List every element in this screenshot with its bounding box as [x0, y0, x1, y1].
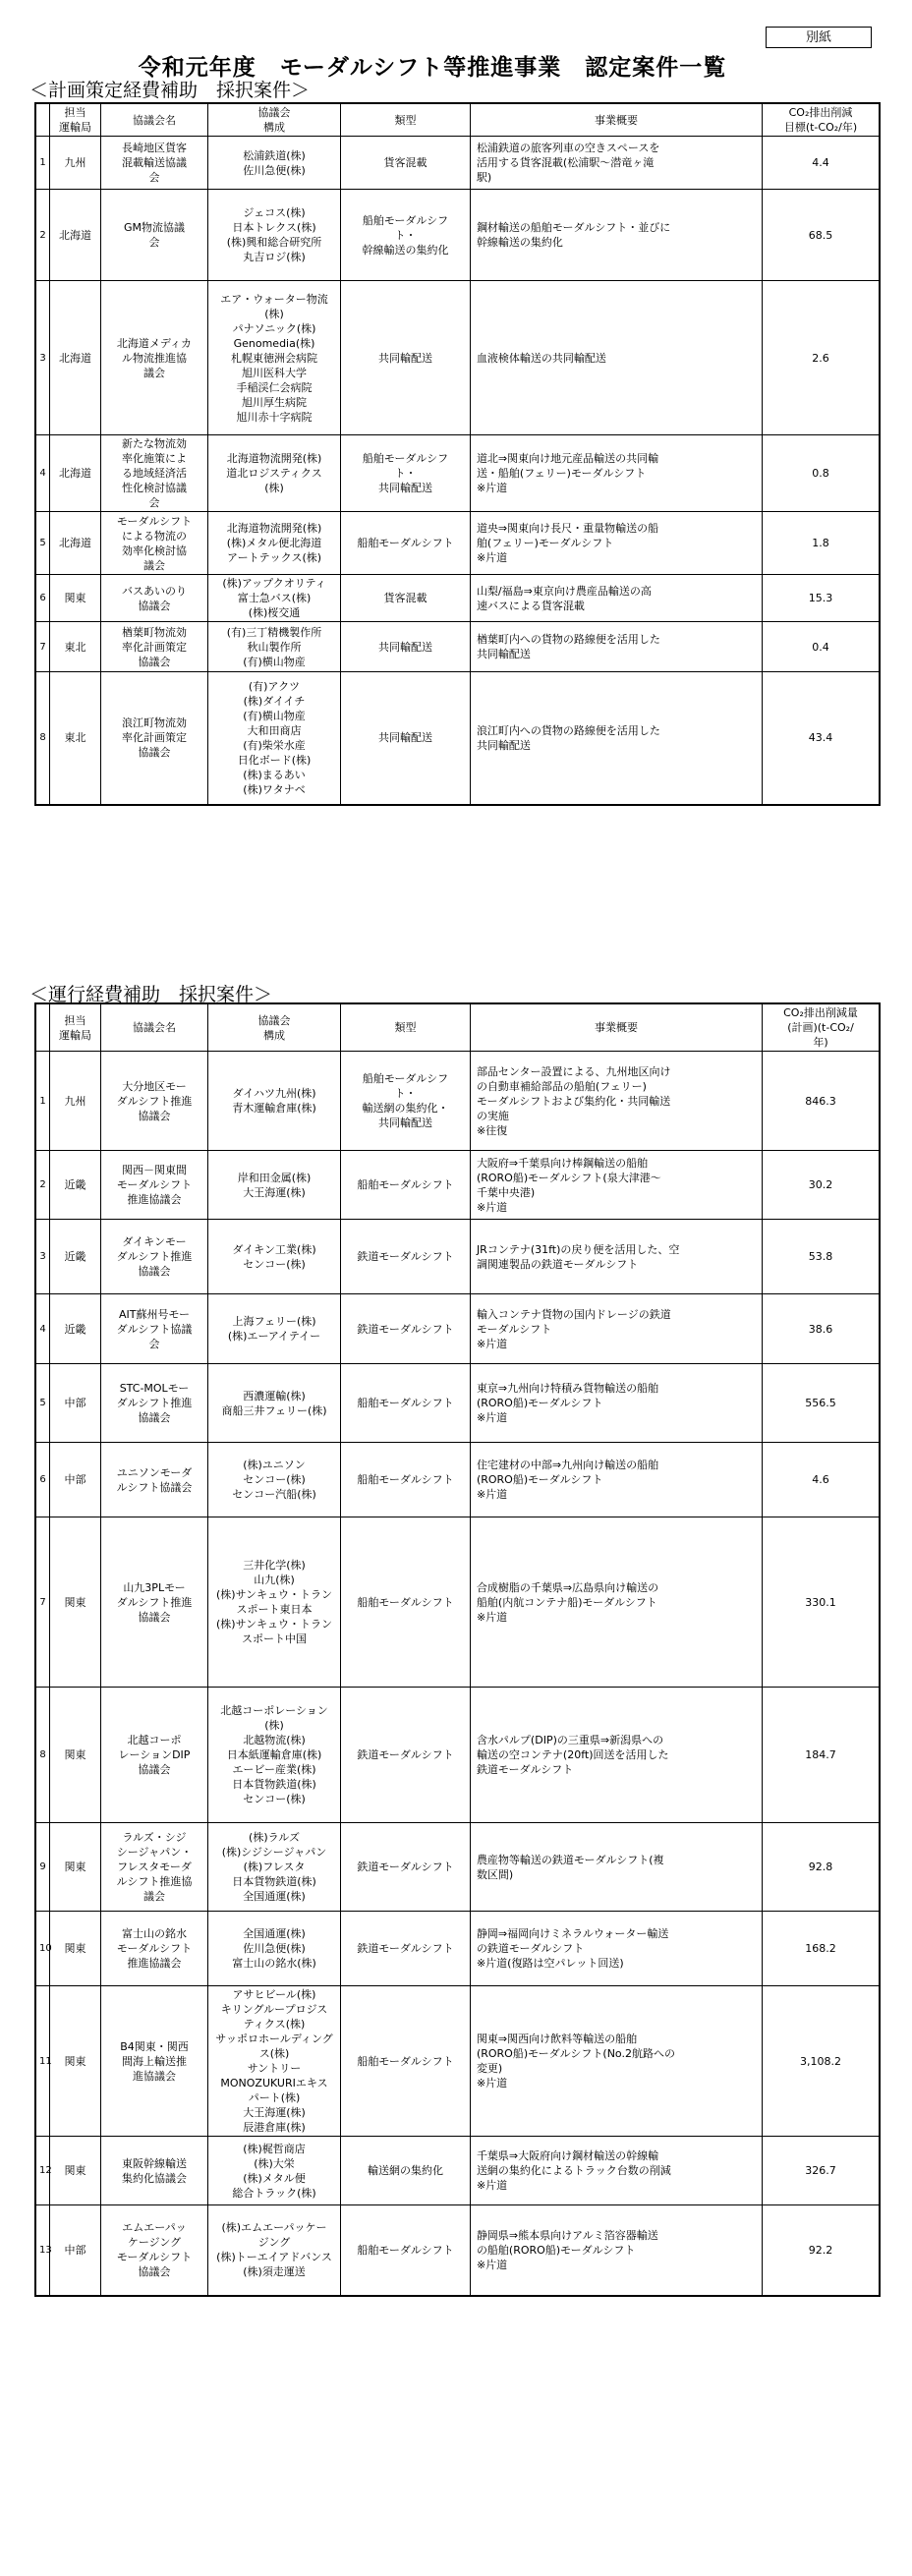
- cell-category: 船舶モーダルシフト: [341, 512, 471, 575]
- cell-bureau: 九州: [50, 137, 101, 190]
- cell-bureau: 中部: [50, 1443, 101, 1517]
- section1-heading: ＜計画策定経費補助 採択案件＞: [29, 80, 311, 101]
- header-council-name: 協議会名: [100, 1003, 207, 1052]
- cell-bureau: 東北: [50, 622, 101, 672]
- cell-co2-reduction: 846.3: [763, 1052, 881, 1151]
- cell-summary: 輸入コンテナ貨物の国内ドレージの鉄道 モーダルシフト ※片道: [470, 1294, 762, 1364]
- cell-category: 貨客混載: [341, 575, 471, 622]
- cell-bureau: 関東: [50, 1912, 101, 1986]
- cell-bureau: 中部: [50, 1364, 101, 1443]
- header-summary: 事業概要: [470, 1003, 762, 1052]
- cell-council-name: 新たな物流効 率化施策によ る地域経済活 性化検討協議 会: [100, 435, 207, 512]
- cell-co2-reduction: 43.4: [763, 672, 881, 805]
- cell-category: 輸送網の集約化: [341, 2137, 471, 2205]
- table-row: [35, 1912, 880, 1986]
- cell-council-name: 北海道メディカ ル物流推進協 議会: [100, 281, 207, 435]
- header-row: [35, 1003, 880, 1052]
- cell-summary: 住宅建材の中部⇒九州向け輸送の船舶 (RORO船)モーダルシフト ※片道: [470, 1443, 762, 1517]
- section2-heading: ＜運行経費補助 採択案件＞: [29, 984, 273, 1005]
- cell-category: 鉄道モーダルシフト: [341, 1688, 471, 1823]
- table-row: [35, 622, 880, 672]
- table-row: [35, 575, 880, 622]
- cell-bureau: 北海道: [50, 190, 101, 281]
- cell-council-name: 長崎地区貨客 混載輸送協議 会: [100, 137, 207, 190]
- cell-category: 船舶モーダルシフト: [341, 1151, 471, 1220]
- cell-co2-reduction: 0.8: [763, 435, 881, 512]
- cell-council-name: AIT蘇州号モー ダルシフト協議 会: [100, 1294, 207, 1364]
- cell-category: 船舶モーダルシフト: [341, 1517, 471, 1688]
- header-bureau: 担当 運輸局: [50, 103, 101, 137]
- cell-category: 船舶モーダルシフ ト・ 幹線輸送の集約化: [341, 190, 471, 281]
- cell-category: 船舶モーダルシフト: [341, 2205, 471, 2296]
- cell-summary: 含水パルプ(DIP)の三重県⇒新潟県への 輸送の空コンテナ(20ft)回送を活用した 鉄道モーダルシフト: [470, 1688, 762, 1823]
- header-row: [35, 103, 880, 137]
- table-row: [35, 672, 880, 805]
- cell-bureau: 関東: [50, 2137, 101, 2205]
- cell-co2-reduction: 53.8: [763, 1220, 881, 1294]
- cell-council-members: 西濃運輸(株) 商船三井フェリー(株): [208, 1364, 341, 1443]
- header-row-number: [35, 103, 50, 137]
- cell-summary: 山梨/福島⇒東京向け農産品輸送の高 速バスによる貨客混載: [470, 575, 762, 622]
- cell-council-members: (株)ラルズ (株)シジシージャパン (株)フレスタ 日本貨物鉄道(株) 全国通運(株): [208, 1823, 341, 1912]
- cell-co2-reduction: 330.1: [763, 1517, 881, 1688]
- cell-council-name: 北越コーポ レーションDIP 協議会: [100, 1688, 207, 1823]
- cell-council-members: (株)エムエーパッケー ジング (株)トーエイアドバンス (株)須走運送: [208, 2205, 341, 2296]
- table-row: [35, 190, 880, 281]
- cell-council-members: (有)アクツ (株)ダイイチ (有)横山物産 大和田商店 (有)柴栄水産 日化ボード(株) (株)まるあい (株)ワタナベ: [208, 672, 341, 805]
- cell-council-name: ラルズ・シジ シージャパン・ フレスタモーダ ルシフト推進協 議会: [100, 1823, 207, 1912]
- cell-co2-reduction: 92.8: [763, 1823, 881, 1912]
- cell-bureau: 近畿: [50, 1220, 101, 1294]
- header-category: 類型: [341, 1003, 471, 1052]
- cell-summary: 松浦鉄道の旅客列車の空きスペースを 活用する貨客混載(松浦駅～潜竜ヶ滝 駅): [470, 137, 762, 190]
- cell-category: 鉄道モーダルシフト: [341, 1912, 471, 1986]
- cell-summary: 部品センター設置による、九州地区向け の自動車補給部品の船舶(フェリー) モーダルシフトおよび集約化・共同輸送 の実施 ※往復: [470, 1052, 762, 1151]
- cell-co2-reduction: 4.6: [763, 1443, 881, 1517]
- cell-co2-reduction: 92.2: [763, 2205, 881, 2296]
- cell-summary: 千葉県⇒大阪府向け鋼材輸送の幹線輸 送網の集約化によるトラック台数の削減 ※片道: [470, 2137, 762, 2205]
- cell-council-members: 全国通運(株) 佐川急便(株) 富士山の銘水(株): [208, 1912, 341, 1986]
- cell-row-number: 7: [35, 622, 50, 672]
- document-title: 令和元年度 モーダルシフト等推進事業 認定案件一覧: [138, 55, 727, 81]
- table-row: [35, 137, 880, 190]
- cell-row-number: 3: [35, 1220, 50, 1294]
- cell-row-number: 12: [35, 2137, 50, 2205]
- cell-council-members: 岸和田金属(株) 大王海運(株): [208, 1151, 341, 1220]
- cell-council-name: 大分地区モー ダルシフト推進 協議会: [100, 1052, 207, 1151]
- cell-row-number: 8: [35, 1688, 50, 1823]
- table-row: [35, 1986, 880, 2137]
- cell-row-number: 1: [35, 1052, 50, 1151]
- cell-bureau: 中部: [50, 2205, 101, 2296]
- cell-council-members: 三井化学(株) 山九(株) (株)サンキュウ・トラン スポート東日本 (株)サンキュウ・トラン スポート中国: [208, 1517, 341, 1688]
- cell-category: 共同輸配送: [341, 281, 471, 435]
- cell-council-members: 松浦鉄道(株) 佐川急便(株): [208, 137, 341, 190]
- cell-summary: 鋼材輸送の船舶モーダルシフト・並びに 幹線輸送の集約化: [470, 190, 762, 281]
- cell-row-number: 11: [35, 1986, 50, 2137]
- planning-table-body: [35, 103, 880, 805]
- table-row: [35, 1517, 880, 1688]
- header-row-number: [35, 1003, 50, 1052]
- table-row: [35, 1294, 880, 1364]
- cell-category: 船舶モーダルシフ ト・ 輸送網の集約化・ 共同輸配送: [341, 1052, 471, 1151]
- table-row: [35, 2205, 880, 2296]
- cell-council-name: 山九3PLモー ダルシフト推進 協議会: [100, 1517, 207, 1688]
- cell-bureau: 北海道: [50, 512, 101, 575]
- cell-bureau: 関東: [50, 1986, 101, 2137]
- cell-summary: 楢葉町内への貨物の路線便を活用した 共同輸配送: [470, 622, 762, 672]
- cell-row-number: 2: [35, 190, 50, 281]
- table-row: [35, 1151, 880, 1220]
- cell-row-number: 8: [35, 672, 50, 805]
- table-row: [35, 435, 880, 512]
- table-row: [35, 281, 880, 435]
- cell-council-name: GM物流協議 会: [100, 190, 207, 281]
- cell-co2-reduction: 38.6: [763, 1294, 881, 1364]
- cell-category: 共同輸配送: [341, 622, 471, 672]
- cell-council-members: 北海道物流開発(株) (株)メタル便北海道 アートテックス(株): [208, 512, 341, 575]
- cell-summary: 合成樹脂の千葉県⇒広島県向け輸送の 船舶(内航コンテナ船)モーダルシフト ※片道: [470, 1517, 762, 1688]
- cell-summary: JRコンテナ(31ft)の戻り便を活用した、空 調関連製品の鉄道モーダルシフト: [470, 1220, 762, 1294]
- cell-row-number: 6: [35, 575, 50, 622]
- cell-council-name: 富士山の銘水 モーダルシフト 推進協議会: [100, 1912, 207, 1986]
- cell-row-number: 10: [35, 1912, 50, 1986]
- cell-bureau: 関東: [50, 1517, 101, 1688]
- cell-council-name: エムエーパッ ケージング モーダルシフト 協議会: [100, 2205, 207, 2296]
- header-summary: 事業概要: [470, 103, 762, 137]
- cell-row-number: 6: [35, 1443, 50, 1517]
- cell-category: 鉄道モーダルシフト: [341, 1823, 471, 1912]
- cell-council-members: エア・ウォーター物流 (株) パナソニック(株) Genomedia(株) 札幌東徳洲会病院 旭川医科大学 手稲渓仁会病院 旭川厚生病院 旭川赤十字病院: [208, 281, 341, 435]
- cell-council-members: 北越コーポレーション (株) 北越物流(株) 日本紙運輸倉庫(株) エービー産業(株) 日本貨物鉄道(株) センコー(株): [208, 1688, 341, 1823]
- cell-council-members: 北海道物流開発(株) 道北ロジスティクス (株): [208, 435, 341, 512]
- cell-council-name: モーダルシフト による物流の 効率化検討協 議会: [100, 512, 207, 575]
- cell-council-members: (有)三丁精機製作所 秋山製作所 (有)横山物産: [208, 622, 341, 672]
- cell-co2-reduction: 1.8: [763, 512, 881, 575]
- cell-council-members: (株)梶哲商店 (株)大栄 (株)メタル便 総合トラック(株): [208, 2137, 341, 2205]
- cell-summary: 東京⇒九州向け特積み貨物輸送の船舶 (RORO船)モーダルシフト ※片道: [470, 1364, 762, 1443]
- cell-council-members: ジェコス(株) 日本トレクス(株) (株)興和総合研究所 丸吉ロジ(株): [208, 190, 341, 281]
- cell-bureau: 東北: [50, 672, 101, 805]
- cell-council-name: 関西－関東間 モーダルシフト 推進協議会: [100, 1151, 207, 1220]
- header-council-name: 協議会名: [100, 103, 207, 137]
- table-row: [35, 1823, 880, 1912]
- cell-co2-reduction: 556.5: [763, 1364, 881, 1443]
- cell-council-name: B4関東・関西 間海上輸送推 進協議会: [100, 1986, 207, 2137]
- cell-category: 船舶モーダルシフト: [341, 1986, 471, 2137]
- cell-co2-reduction: 30.2: [763, 1151, 881, 1220]
- table-row: [35, 1364, 880, 1443]
- cell-council-members: ダイハツ九州(株) 青木運輸倉庫(株): [208, 1052, 341, 1151]
- cell-category: 船舶モーダルシフト: [341, 1364, 471, 1443]
- cell-bureau: 九州: [50, 1052, 101, 1151]
- cell-council-name: 楢葉町物流効 率化計画策定 協議会: [100, 622, 207, 672]
- header-council-members: 協議会 構成: [208, 103, 341, 137]
- cell-council-members: ダイキン工業(株) センコー(株): [208, 1220, 341, 1294]
- cell-category: 鉄道モーダルシフト: [341, 1294, 471, 1364]
- cell-council-members: (株)ユニソン センコー(株) センコー汽船(株): [208, 1443, 341, 1517]
- cell-council-members: 上海フェリー(株) (株)エーアイテイー: [208, 1294, 341, 1364]
- planning-subsidy-table: [34, 102, 881, 806]
- cell-row-number: 2: [35, 1151, 50, 1220]
- cell-co2-reduction: 2.6: [763, 281, 881, 435]
- table-row: [35, 1220, 880, 1294]
- cell-summary: 静岡県⇒熊本県向けアルミ箔容器輸送 の船舶(RORO船)モーダルシフト ※片道: [470, 2205, 762, 2296]
- cell-bureau: 関東: [50, 1688, 101, 1823]
- cell-row-number: 9: [35, 1823, 50, 1912]
- table-row: [35, 1052, 880, 1151]
- cell-summary: 浪江町内への貨物の路線便を活用した 共同輸配送: [470, 672, 762, 805]
- cell-co2-reduction: 168.2: [763, 1912, 881, 1986]
- cell-co2-reduction: 15.3: [763, 575, 881, 622]
- cell-bureau: 北海道: [50, 435, 101, 512]
- cell-council-members: アサヒビール(株) キリングループロジス ティクス(株) サッポロホールディング ス(株) サントリー MONOZUKURIエキス パート(株) 大王海運(株) 辰港倉庫(株): [208, 1986, 341, 2137]
- cell-category: 貨客混載: [341, 137, 471, 190]
- cell-category: 船舶モーダルシフト: [341, 1443, 471, 1517]
- table-row: [35, 1443, 880, 1517]
- cell-summary: 道央⇒関東向け長尺・重量物輸送の船 舶(フェリー)モーダルシフト ※片道: [470, 512, 762, 575]
- cell-row-number: 7: [35, 1517, 50, 1688]
- header-council-members: 協議会 構成: [208, 1003, 341, 1052]
- cell-co2-reduction: 68.5: [763, 190, 881, 281]
- cell-council-name: 東阪幹線輸送 集約化協議会: [100, 2137, 207, 2205]
- cell-row-number: 4: [35, 435, 50, 512]
- cell-category: 鉄道モーダルシフト: [341, 1220, 471, 1294]
- operating-subsidy-table: [34, 1002, 881, 2297]
- table-row: [35, 2137, 880, 2205]
- header-co2-reduction: CO₂排出削減 目標(t-CO₂/年): [763, 103, 881, 137]
- header-bureau: 担当 運輸局: [50, 1003, 101, 1052]
- cell-row-number: 4: [35, 1294, 50, 1364]
- cell-row-number: 13: [35, 2205, 50, 2296]
- cell-council-members: (株)アップクオリティ 富士急バス(株) (株)桜交通: [208, 575, 341, 622]
- cell-category: 共同輸配送: [341, 672, 471, 805]
- cell-row-number: 3: [35, 281, 50, 435]
- cell-category: 船舶モーダルシフ ト・ 共同輸配送: [341, 435, 471, 512]
- cell-co2-reduction: 4.4: [763, 137, 881, 190]
- cell-bureau: 近畿: [50, 1151, 101, 1220]
- cell-row-number: 5: [35, 512, 50, 575]
- cell-council-name: STC-MOLモー ダルシフト推進 協議会: [100, 1364, 207, 1443]
- cell-bureau: 北海道: [50, 281, 101, 435]
- cell-summary: 静岡⇒福岡向けミネラルウォーター輸送 の鉄道モーダルシフト ※片道(復路は空パレット回送): [470, 1912, 762, 1986]
- table-row: [35, 1688, 880, 1823]
- cell-summary: 農産物等輸送の鉄道モーダルシフト(複 数区間): [470, 1823, 762, 1912]
- cell-council-name: 浪江町物流効 率化計画策定 協議会: [100, 672, 207, 805]
- cell-council-name: バスあいのり 協議会: [100, 575, 207, 622]
- cell-bureau: 関東: [50, 575, 101, 622]
- table-row: [35, 512, 880, 575]
- cell-co2-reduction: 184.7: [763, 1688, 881, 1823]
- cell-summary: 道北⇒関東向け地元産品輸送の共同輸 送・船舶(フェリー)モーダルシフト ※片道: [470, 435, 762, 512]
- operating-table-body: [35, 1003, 880, 2296]
- cell-bureau: 関東: [50, 1823, 101, 1912]
- header-category: 類型: [341, 103, 471, 137]
- cell-council-name: ダイキンモー ダルシフト推進 協議会: [100, 1220, 207, 1294]
- cell-co2-reduction: 326.7: [763, 2137, 881, 2205]
- cell-bureau: 近畿: [50, 1294, 101, 1364]
- cell-council-name: ユニソンモーダ ルシフト協議会: [100, 1443, 207, 1517]
- header-co2-reduction: CO₂排出削減量 (計画)(t-CO₂/ 年): [763, 1003, 881, 1052]
- cell-summary: 大阪府⇒千葉県向け棒鋼輸送の船舶 (RORO船)モーダルシフト(泉大津港～ 千葉中央港) ※片道: [470, 1151, 762, 1220]
- cell-summary: 関東⇒関西向け飲料等輸送の船舶 (RORO船)モーダルシフト(No.2航路への 変更) ※片道: [470, 1986, 762, 2137]
- cell-co2-reduction: 3,108.2: [763, 1986, 881, 2137]
- cell-row-number: 5: [35, 1364, 50, 1443]
- cell-row-number: 1: [35, 137, 50, 190]
- cell-summary: 血液検体輸送の共同輸配送: [470, 281, 762, 435]
- cell-co2-reduction: 0.4: [763, 622, 881, 672]
- attachment-label: 別紙: [766, 27, 872, 48]
